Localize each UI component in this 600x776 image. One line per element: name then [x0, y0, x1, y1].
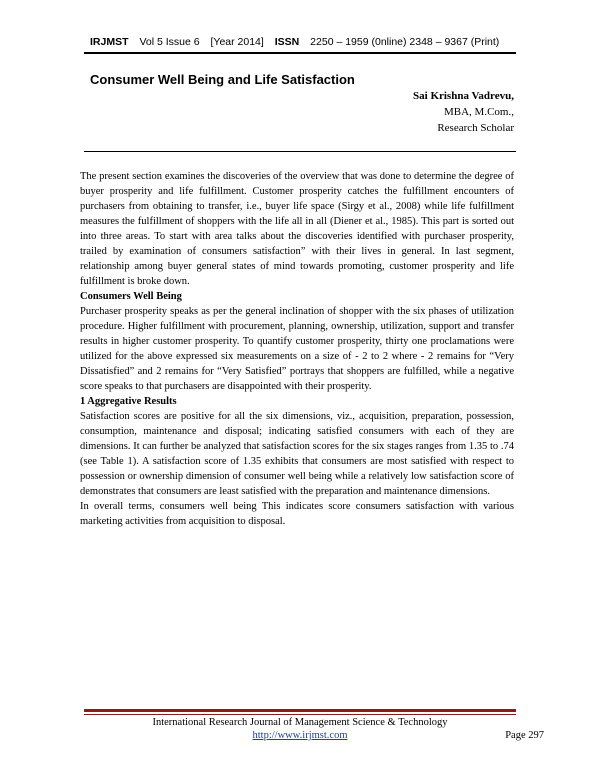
header-rule [84, 52, 516, 54]
footer-rule-thin [84, 714, 516, 715]
intro-paragraph: The present section examines the discoveries of the overview that was done to determine the degree of buyer prosperity and life fulfillment. Customer prosperity catches the fulfillment encounters of purchasers from obtaining to transfer, i.e., buyer life space (Sirgy et al., 2008) while life fulfillment measures the fulfillment of shoppers with the life all in all (Diener et al., 1985). This part is sorted out into three areas. To start with area talks about the discoveries identified with purchaser prosperity, trailed by examination of consumers satisfaction” with their lives in general. In last segment, relationship among buyer general states of mind towards promoting, customer prosperity and life fulfillment is broke down. [80, 171, 514, 287]
journal-abbrev: IRJMST [90, 36, 129, 48]
issn-value: 2250 – 1959 (0nline) 2348 – 9367 (Print) [310, 36, 500, 48]
running-header [90, 36, 520, 48]
year: [Year 2014] [210, 36, 264, 48]
volume-issue: Vol 5 Issue 6 [139, 36, 200, 48]
section-heading-aggregative-results: 1 Aggregative Results [80, 396, 177, 407]
title-rule [84, 151, 516, 152]
author-role: Research Scholar [437, 122, 514, 134]
footer-rule-thick [84, 709, 516, 712]
paragraph-overall: In overall terms, consumers well being This indicates score consumers satisfaction with various marketing activities from acquisition to disposal. [80, 501, 514, 527]
article-title: Consumer Well Being and Life Satisfaction [90, 72, 355, 87]
footer-journal-name: International Research Journal of Management Science & Technology [152, 717, 448, 728]
journal-url-link[interactable]: http://www.irjmst.com [252, 730, 348, 741]
section-heading-consumers-well-being: Consumers Well Being [80, 291, 182, 302]
author-degrees: MBA, M.Com., [444, 106, 514, 118]
paragraph-consumers-well-being: Purchaser prosperity speaks as per the general inclination of shopper with the six phases of utilization procedure. Higher fulfillment with procurement, planning, ownership, utilization, support and transfer results in higher customer prosperity. To quantify customer prosperity, thirty one proclamations were utilized for the above expressed six measurements on a size of - 2 to 2 where - 2 remains for “Very Dissatisfied” and 2 remains for “Very Satisfied” portrays that shoppers are fulfilled, while a negative score speaks to that purchasers are disappointed with their prosperity. [80, 306, 514, 392]
issn-label: ISSN [274, 36, 300, 48]
footer [84, 716, 516, 742]
page-number: Page 297 [505, 730, 544, 741]
article-body [80, 169, 514, 529]
paragraph-aggregative-results: Satisfaction scores are positive for all the six dimensions, viz., acquisition, preparation, possession, consumption, maintenance and disposal; indicating satisfied consumers with each of they are dimensions. It can further be analyzed that satisfaction scores for the six stages ranges from 1.35 to .74 (see Table 1). A satisfaction score of 1.35 exhibits that consumers are most satisfied with respect to possession or ownership dimension of consumer well being while a relatively low satisfaction score of demonstrates that consumers are least satisfied with the preparation and maintenance dimensions. [80, 411, 514, 497]
author-block [413, 88, 514, 136]
author-name: Sai Krishna Vadrevu, [413, 90, 514, 102]
